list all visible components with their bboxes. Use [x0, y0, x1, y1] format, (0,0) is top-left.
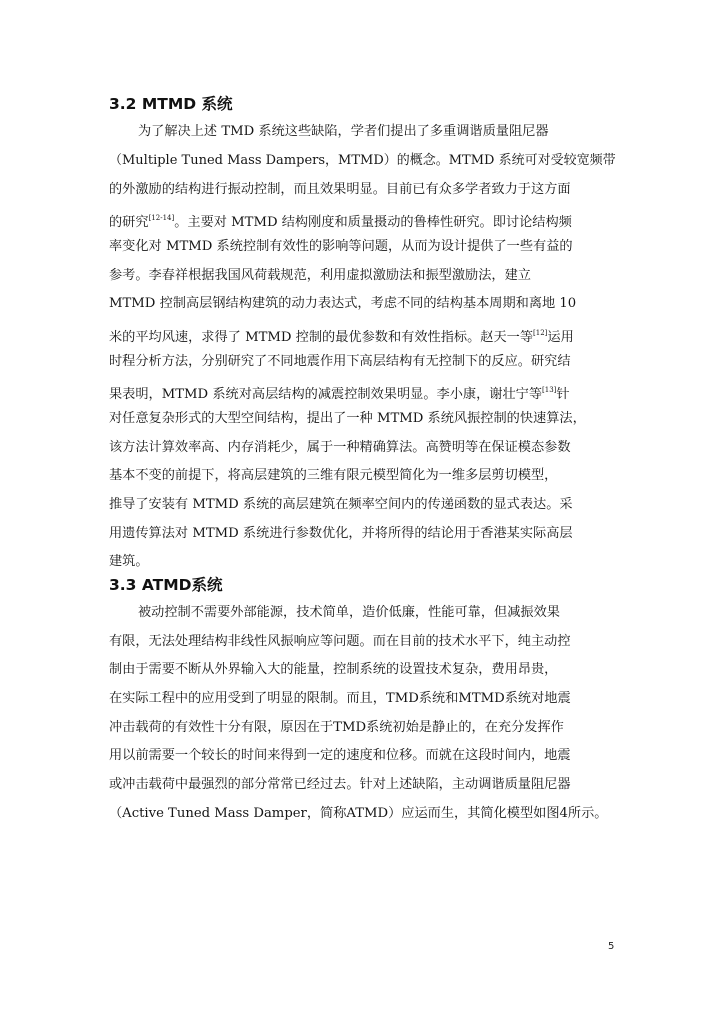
paragraph-line: 有限，无法处理结构非线性风振响应等问题。而在目前的技术水平下，纯主动控 [109, 634, 571, 649]
paragraph-line: 该方法计算效率高、内存消耗少，属于一种精确算法。高赞明等在保证模态参数 [109, 440, 571, 455]
paragraph-line: 或冲击载荷中最强烈的部分常常已经过去。针对上述缺陷，主动调谐质量阻尼器 [109, 777, 571, 792]
paragraph-line: 推导了安装有 MTMD 系统的高层建筑在频率空间内的传递函数的显式表达。采 [109, 497, 573, 512]
citation-ref: [13] [542, 386, 557, 394]
paragraph-line: 率变化对 MTMD 系统控制有效性的影响等问题，从而为设计提供了一些有益的 [109, 239, 573, 254]
paragraph-line [109, 323, 574, 348]
paragraph-line [109, 380, 570, 405]
paragraph-line: 对任意复杂形式的大型空间结构，提出了一种 MTMD 系统风振控制的快速算法， [109, 411, 586, 426]
paragraph-line: 用遗传算法对 MTMD 系统进行参数优化，并将所得的结论用于香港某实际高层 [109, 526, 573, 541]
paragraph-line: 建筑。 [109, 554, 149, 569]
paragraph-line: 用以前需要一个较长的时间来得到一定的速度和位移。而就在这段时间内，地震 [109, 748, 571, 763]
paragraph-line: 在实际工程中的应用受到了明显的限制。而且，TMD系统和MTMD系统对地震 [109, 691, 571, 706]
section-heading-3-3: 3.3 ATMD系统 [109, 576, 223, 594]
paragraph-line: 冲击载荷的有效性十分有限，原因在于TMD系统初始是静止的，在充分发挥作 [109, 720, 564, 735]
paragraph-line: MTMD 控制高层钢结构建筑的动力表达式，考虑不同的结构基本周期和离地 10 [109, 296, 577, 311]
line-text: 运用 [547, 330, 574, 345]
paragraph-line: （Active Tuned Mass Damper，简称ATMD）应运而生，其简化模型如图4所示。 [109, 806, 608, 821]
line-text: 。主要对 MTMD 结构刚度和质量摄动的鲁棒性研究。即讨论结构频 [174, 215, 572, 230]
paragraph-line: 时程分析方法，分别研究了不同地震作用下高层结构有无控制下的反应。研究结 [109, 354, 571, 369]
line-text: 米的平均风速，求得了 MTMD 控制的最优参数和有效性指标。赵天一等 [109, 330, 534, 345]
paragraph-line: 基本不变的前提下，将高层建筑的三维有限元模型简化为一维多层剪切模型， [109, 468, 558, 483]
page-number: 5 [608, 941, 615, 952]
paragraph-line [109, 208, 572, 233]
citation-ref: [12] [533, 329, 548, 337]
paragraph-line: 被动控制不需要外部能源，技术简单，造价低廉，性能可靠，但减振效果 [138, 605, 560, 620]
paragraph-line: 制由于需要不断从外界输入大的能量，控制系统的设置技术复杂，费用昂贵， [109, 662, 558, 677]
line-text: 的研究 [109, 215, 149, 230]
paragraph-line: 的外激励的结构进行振动控制，而且效果明显。目前已有众多学者致力于这方面 [109, 182, 571, 197]
line-text: 果表明，MTMD 系统对高层结构的减震控制效果明显。李小康，谢壮宁等 [109, 387, 543, 402]
paragraph-line: 参考。李春祥根据我国风荷载规范，利用虚拟激励法和振型激励法，建立 [109, 268, 531, 283]
paragraph-line: （Multiple Tuned Mass Dampers，MTMD）的概念。MTMD 系统可对受较宽频带 [109, 153, 616, 168]
citation-ref: [12-14] [148, 214, 175, 222]
paragraph-line: 为了解决上述 TMD 系统这些缺陷，学者们提出了多重调谐质量阻尼器 [138, 124, 549, 139]
section-heading-3-2: 3.2 MTMD 系统 [109, 95, 233, 113]
line-text: 针 [556, 387, 570, 402]
